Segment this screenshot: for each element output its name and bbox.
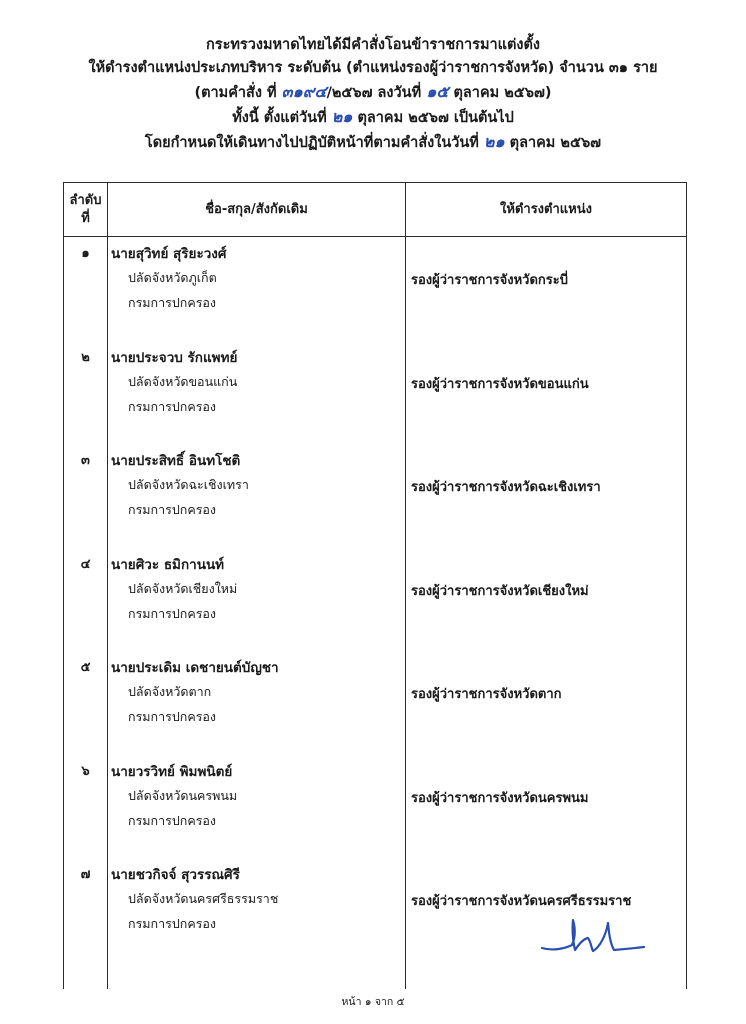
previous-position: ปลัดจังหวัดนครศรีธรรมราช (128, 891, 279, 906)
column-header-new-position: ให้ดำรงตำแหน่ง (500, 201, 592, 217)
heading-line-5-text-a: โดยกำหนดให้เดินทางไปปฏิบัติหน้าที่ตามคำสั่งในวันที่ (144, 135, 484, 151)
table-row (64, 652, 686, 756)
order-date-handwritten: ๑๕ (426, 82, 449, 101)
person-name: นายประเดิม เดชายนต์บัญชา (111, 660, 279, 676)
table-row (64, 342, 686, 446)
heading-line-3-text-b: /๒๕๖๗ ลงวันที่ (326, 85, 427, 101)
department: กรมการปกครอง (128, 709, 217, 724)
effective-date-handwritten: ๒๑ (331, 107, 353, 126)
heading-line-1: กระทรวงมหาดไทยได้มีคำสั่งโอนข้าราชการมาแต่งตั้ง (206, 37, 540, 53)
order-number-handwritten: ๓๑๙๔ (281, 82, 327, 101)
column-header-no-line2: ที่ (81, 210, 90, 226)
new-position: รองผู้ว่าราชการจังหวัดตาก (411, 687, 562, 702)
heading-line-2: ให้ดำรงตำแหน่งประเภทบริหาร ระดับต้น (ตำแหน่งรองผู้ว่าราชการจังหวัด) จำนวน ๓๑ ราย (88, 60, 658, 76)
heading-line-4-text-a: ทั้งนี้ ตั้งแต่วันที่ (232, 110, 332, 126)
document-heading (0, 34, 746, 155)
previous-position: ปลัดจังหวัดขอนแก่น (128, 374, 238, 389)
department: กรมการปกครอง (128, 399, 217, 414)
report-date-handwritten: ๒๑ (483, 132, 505, 151)
department: กรมการปกครอง (128, 916, 217, 931)
table-row (64, 238, 686, 342)
row-number: ๒ (81, 350, 90, 365)
person-name: นายประสิทธิ์ อินทโชติ (111, 453, 241, 469)
department: กรมการปกครอง (128, 295, 217, 310)
heading-line-5 (0, 130, 746, 155)
new-position: รองผู้ว่าราชการจังหวัดเชียงใหม่ (411, 584, 589, 599)
column-header-no-line1: ลำดับ (69, 192, 102, 208)
previous-position: ปลัดจังหวัดตาก (128, 684, 212, 699)
department: กรมการปกครอง (128, 502, 217, 517)
person-name: นายวรวิทย์ พิมพนิตย์ (111, 764, 233, 780)
heading-line-3-text-c: ตุลาคม ๒๕๖๗) (448, 85, 552, 101)
row-number: ๔ (80, 557, 91, 572)
previous-position: ปลัดจังหวัดเชียงใหม่ (128, 581, 238, 596)
signature-icon (538, 918, 648, 960)
row-number: ๕ (80, 660, 91, 675)
new-position: รองผู้ว่าราชการจังหวัดกระบี่ (411, 273, 568, 288)
previous-position: ปลัดจังหวัดนครพนม (128, 788, 238, 803)
row-number: ๓ (81, 453, 90, 468)
department: กรมการปกครอง (128, 813, 217, 828)
page-number: หน้า ๑ จาก ๕ (341, 996, 405, 1008)
new-position: รองผู้ว่าราชการจังหวัดขอนแก่น (411, 377, 589, 392)
heading-line-4 (0, 105, 746, 130)
heading-line-4-text-b: ตุลาคม ๒๕๖๗ เป็นต้นไป (352, 110, 514, 126)
previous-position: ปลัดจังหวัดภูเก็ต (128, 270, 217, 285)
new-position: รองผู้ว่าราชการจังหวัดฉะเชิงเทรา (411, 480, 601, 495)
heading-line-5-text-b: ตุลาคม ๒๕๖๗ (504, 135, 602, 151)
table-row (64, 549, 686, 653)
person-name: นายศิวะ ธมิกานนท์ (111, 557, 225, 573)
new-position: รองผู้ว่าราชการจังหวัดนครพนม (411, 791, 589, 806)
column-header-name: ชื่อ-สกุล/สังกัดเดิม (205, 201, 308, 217)
heading-line-3 (0, 80, 746, 105)
row-number: ๑ (81, 246, 90, 261)
heading-line-3-text-a: (ตามคำสั่ง ที่ (194, 85, 282, 101)
person-name: นายชวกิจจ์ สุวรรณศิรี (111, 867, 240, 883)
department: กรมการปกครอง (128, 606, 217, 621)
person-name: นายสุวิทย์ สุริยะวงศ์ (111, 246, 227, 262)
table-row (64, 756, 686, 860)
person-name: นายประจวบ รักแพทย์ (111, 350, 238, 366)
row-number: ๖ (81, 764, 90, 779)
table-row (64, 445, 686, 549)
column-header-no (64, 183, 107, 236)
row-number: ๗ (80, 867, 91, 882)
appointments-table (63, 182, 687, 989)
header-divider (64, 236, 686, 237)
previous-position: ปลัดจังหวัดฉะเชิงเทรา (128, 477, 249, 492)
new-position: รองผู้ว่าราชการจังหวัดนครศรีธรรมราช (411, 894, 632, 909)
